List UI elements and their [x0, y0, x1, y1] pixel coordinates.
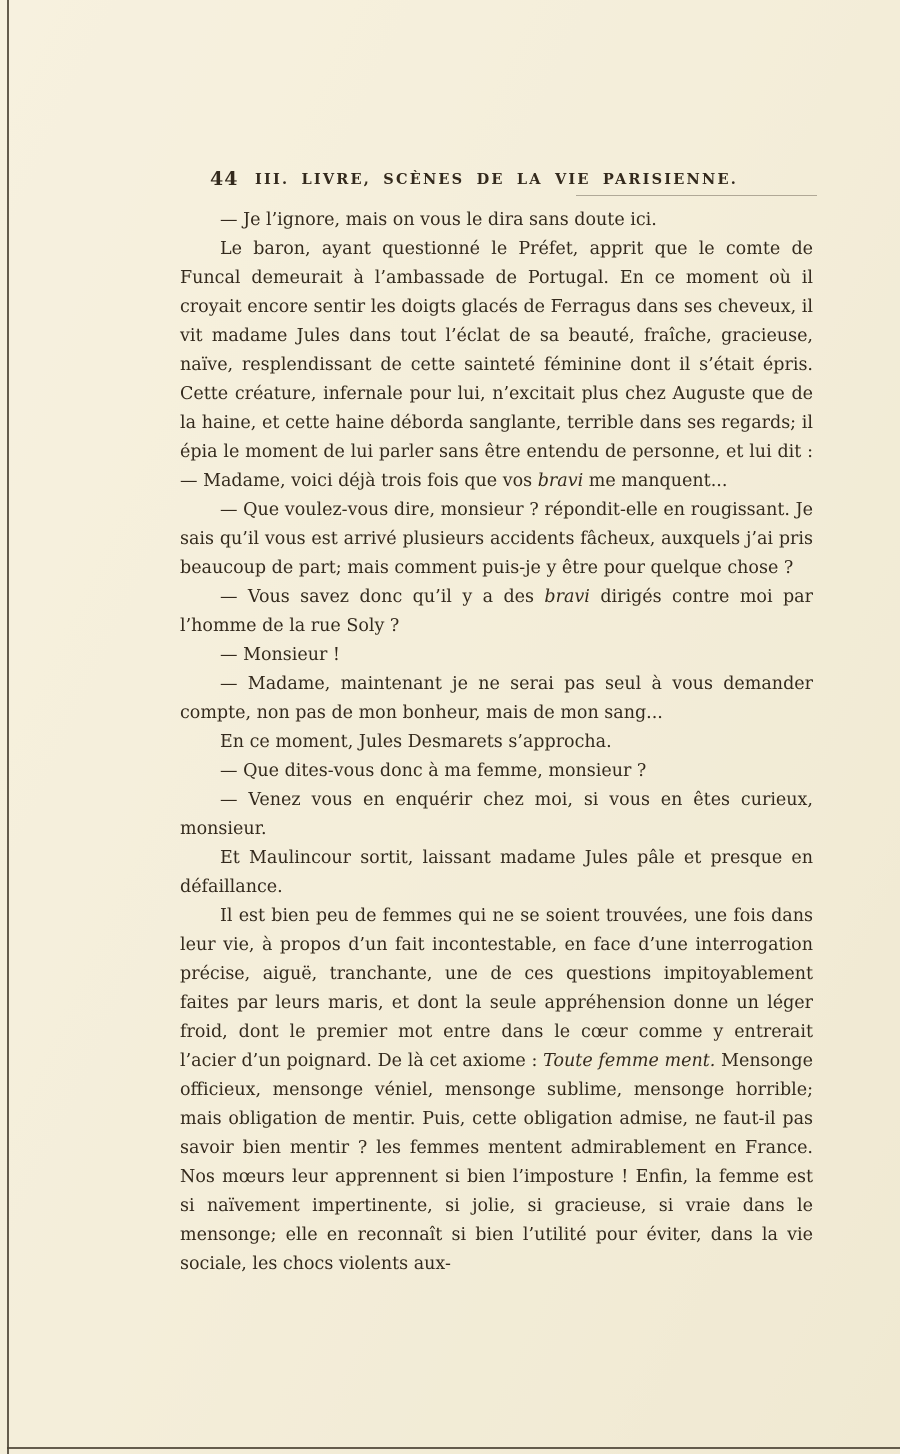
paragraph	[180, 844, 813, 902]
text-run: dirigés contre moi par l’homme de la rue Soly ?	[180, 587, 813, 636]
paragraph	[180, 235, 813, 496]
paragraph	[180, 728, 813, 757]
italic-text-run: bravi	[544, 587, 590, 607]
running-head-title: III. LIVRE, SCÈNES DE LA VIE PARISIENNE.	[255, 171, 738, 188]
text-run: — Madame, maintenant je ne serai pas seul à vous demander compte, non pas de mon bonheur, mais de mon sang...	[180, 674, 813, 723]
text-run: En ce moment, Jules Desmarets s’approcha.	[220, 732, 612, 752]
text-run: Et Maulincour sortit, laissant madame Jules pâle et presque en défaillance.	[180, 848, 813, 897]
paragraph	[180, 641, 813, 670]
paragraph	[180, 670, 813, 728]
text-run: Le baron, ayant questionné le Préfet, apprit que le comte de Funcal demeurait à l’ambassade de Portugal. En ce moment où il croyait encore sentir les doigts glacés de Ferragus dans ses cheveux, il vit madame Jules dans tout l’éclat de sa beauté, fraîche, gracieuse, naïve, resplendissant de cette sainteté féminine dont il s’était épris. Cette créature, infernale pour lui, n’excitait plus chez Auguste que de la haine, et cette haine déborda sanglante, terrible dans ses regards; il épia le moment de lui parler sans être entendu de personne, et lui dit : — Madame, voici déjà trois fois que vos	[180, 239, 813, 491]
text-run: — Que dites-vous donc à ma femme, monsieur ?	[220, 761, 647, 781]
paragraph	[180, 757, 813, 786]
running-head-rule	[576, 195, 817, 196]
text-run: me manquent...	[583, 471, 728, 491]
paragraph	[180, 496, 813, 583]
text-run: Mensonge officieux, mensonge véniel, mensonge sublime, mensonge horrible; mais obligation de mentir. Puis, cette obligation admise, ne faut-il pas savoir bien mentir ? les femmes mentent admirablement en France. Nos mœurs leur apprennent si bien l’imposture ! Enfin, la femme est si naïvement impertinente, si jolie, si gracieuse, si vraie dans le mensonge; elle en reconnaît si bien l’utilité pour éviter, dans la vie sociale, les chocs violents aux-	[180, 1051, 813, 1274]
text-run: — Que voulez-vous dire, monsieur ? répondit-elle en rougissant. Je sais qu’il vous est arrivé plusieurs accidents fâcheux, auxquels j’ai pris beaucoup de part; mais comment puis-je y être pour quelque chose ?	[180, 500, 813, 578]
text-run: — Monsieur !	[220, 645, 340, 665]
italic-text-run: Toute femme ment.	[543, 1051, 716, 1071]
text-run: — Venez vous en enquérir chez moi, si vous en êtes curieux, monsieur.	[180, 790, 813, 839]
text-block	[180, 206, 813, 1279]
text-run: — Je l’ignore, mais on vous le dira sans doute ici.	[220, 210, 657, 230]
paragraph	[180, 583, 813, 641]
paragraph	[180, 206, 813, 235]
paragraph	[180, 902, 813, 1279]
running-head	[180, 166, 813, 200]
scan-bottom-edge-line	[7, 1447, 900, 1449]
scan-left-edge-line	[7, 0, 9, 1454]
text-run: Il est bien peu de femmes qui ne se soient trouvées, une fois dans leur vie, à propos d’un fait incontestable, en face d’une interrogation précise, aiguë, tranchante, une de ces questions impitoyablement faites par leurs maris, et dont la seule appréhension donne un léger froid, dont le premier mot entre dans le cœur comme y entrerait l’acier d’un poignard. De là cet axiome :	[180, 906, 813, 1071]
page-content	[180, 166, 813, 1279]
text-run: — Vous savez donc qu’il y a des	[220, 587, 545, 607]
page-number: 44	[210, 168, 239, 190]
paragraph	[180, 786, 813, 844]
italic-text-run: bravi	[537, 471, 584, 491]
